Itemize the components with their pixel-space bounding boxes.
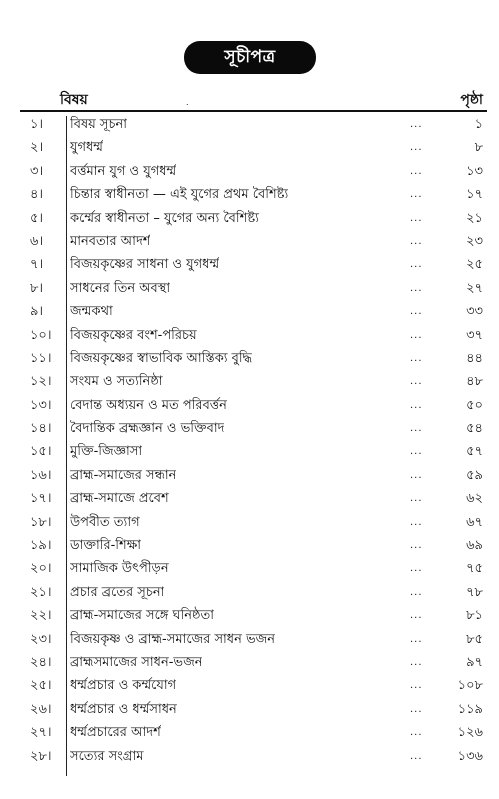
toc-row [20,745,487,768]
entry-page-number: ৩৭ [466,327,483,343]
entry-number: ২৪। [30,654,52,670]
entry-page-number: ৭৮ [466,584,483,600]
entry-title: সামাজিক উৎপীড়ন [70,561,169,577]
toc-row [20,487,487,510]
entry-number: ১৪। [30,421,52,437]
leader-dots: ... [410,165,423,177]
entry-number: ৩। [30,163,44,179]
entry-number: ৯। [30,304,44,320]
entry-title: সত্যের সংগ্রাম [70,748,144,764]
leader-dots: ... [410,282,423,294]
entry-page-number: ৭৫ [466,561,483,577]
toc-row [20,253,487,276]
toc-row [20,136,487,159]
entry-title: ধর্ম্মপ্রচার ও কর্ম্মযোগ [70,678,177,694]
leader-dots: ... [410,633,423,645]
entry-title: ব্রাহ্ম-সমাজের সঙ্গে ঘনিষ্ঠতা [70,608,215,624]
entry-number: ২২। [30,608,52,624]
entry-title: কর্ম্মের স্বাধীনতা – যুগের অন্য বৈশিষ্ট্য [70,210,259,226]
toc-row [20,511,487,534]
leader-dots: ... [410,329,423,341]
toc-row [20,347,487,370]
entry-title: জন্মকথা [70,304,113,320]
table-of-contents [20,113,487,768]
entry-title: সংযম ও সত্যনিষ্ঠা [70,374,163,390]
leader-dots: ... [410,750,423,762]
entry-title: বিজয়কৃষ্ণ ও ব্রাহ্ম-সমাজের সাধন ভজন [70,631,276,647]
entry-page-number: ১ [474,117,483,132]
leader-dots: ... [410,703,423,715]
entry-page-number: ৪৮ [466,374,483,390]
entry-title: যুগধর্ম্ম [70,140,103,156]
entry-number: ২০। [30,561,52,577]
entry-number: ৬। [30,233,44,249]
entry-page-number: ২৭ [466,280,483,296]
leader-dots: ... [410,399,423,411]
entry-title: ব্রাহ্ম-সমাজে প্রবেশ [70,491,169,507]
entry-title: বিষয় সূচনা [70,117,128,132]
leader-dots: ... [410,423,423,435]
leader-dots: ... [410,142,423,154]
entry-page-number: ১৩৬ [457,748,483,764]
entry-title: বিজয়কৃষ্ণের স্বাভাবিক আস্তিক্য বুদ্ধি [70,350,253,366]
toc-row [20,277,487,300]
toc-row [20,230,487,253]
entry-title: বেদান্ত অধ্যয়ন ও মত পরিবর্ত্তন [70,397,227,413]
stray-mark: . [186,98,189,107]
entry-title: ব্রাহ্ম-সমাজের সন্ধান [70,467,177,483]
leader-dots: ... [410,212,423,224]
entry-number: ১৭। [30,491,52,507]
toc-row [20,651,487,674]
entry-title: মানবতার আদর্শ [70,233,151,249]
toc-row [20,674,487,697]
entry-page-number: ৫৪ [466,421,483,437]
entry-title: বিজয়কৃষ্ণের সাধনা ও যুগধর্ম্ম [70,257,220,273]
entry-page-number: ১৭ [466,187,483,203]
entry-number: ৭। [30,257,44,273]
toc-row [20,721,487,744]
entry-page-number: ৮৫ [466,631,483,647]
leader-dots: ... [410,540,423,552]
entry-number: ১৫। [30,444,52,460]
entry-number: ১২। [30,374,52,390]
toc-row [20,324,487,347]
entry-number: ১৩। [30,397,52,413]
entry-page-number: ১২৬ [457,725,483,741]
entry-number: ৮। [30,280,44,296]
entry-page-number: ১০৮ [457,678,483,694]
toc-row [20,534,487,557]
entry-number: ২। [30,140,44,156]
entry-number: ২৬। [30,701,52,717]
toc-row [20,300,487,323]
entry-title: উপবীত ত্যাগ [70,514,140,530]
subject-column-header: বিষয় [60,92,88,108]
entry-number: ৫। [30,210,44,226]
entry-number: ১০। [30,327,52,343]
entry-number: ২৩। [30,631,52,647]
entry-page-number: ৩৩ [466,304,483,320]
toc-row [20,160,487,183]
entry-number: ২৮। [30,748,52,764]
leader-dots: ... [410,259,423,271]
entry-title: বৈদান্তিক ব্রহ্মজ্ঞান ও ভক্তিবাদ [70,421,225,437]
entry-number: ১৬। [30,467,52,483]
entry-page-number: ১১৯ [457,701,483,717]
entry-page-number: ১৩ [466,163,483,179]
entry-page-number: ৫৯ [466,467,483,483]
entry-page-number: ৮ [474,140,483,156]
entry-title: মুক্তি-জিজ্ঞাসা [70,444,143,460]
entry-page-number: ৬২ [466,491,483,507]
toc-row [20,628,487,651]
toc-row [20,417,487,440]
leader-dots: ... [410,306,423,318]
entry-number: ১। [30,117,44,132]
leader-dots: ... [410,189,423,201]
entry-page-number: ৬৯ [466,538,483,554]
toc-row [20,698,487,721]
entry-title: সাধনের তিন অবস্থা [70,280,171,296]
page-title: সূচীপত্র [184,41,316,74]
entry-title: বিজয়কৃষ্ণের বংশ-পরিচয় [70,327,197,343]
entry-title: ব্রাহ্মসমাজের সাধন-ভজন [70,654,203,670]
entry-title: চিন্তার স্বাধীনতা — এই যুগের প্রথম বৈশিষ্ট্য [70,187,289,203]
toc-row [20,464,487,487]
entry-title: ডাক্তারি-শিক্ষা [70,538,142,554]
toc-header [20,88,487,108]
entry-number: ২১। [30,584,52,600]
leader-dots: ... [410,376,423,388]
entry-number: ২৭। [30,725,52,741]
entry-number: ১১। [30,350,52,366]
entry-page-number: ২১ [466,210,483,226]
entry-number: ১৯। [30,538,52,554]
leader-dots: ... [410,493,423,505]
toc-row [20,581,487,604]
entry-page-number: ৫০ [466,397,483,413]
entry-number: ২৫। [30,678,52,694]
entry-page-number: ৫৭ [466,444,483,460]
leader-dots: ... [410,680,423,692]
toc-row [20,370,487,393]
entry-page-number: ২৫ [466,257,483,273]
leader-dots: ... [410,235,423,247]
entry-page-number: ৯৭ [466,654,483,670]
toc-row [20,557,487,580]
toc-row [20,183,487,206]
entry-page-number: ৬৭ [466,514,483,530]
leader-dots: ... [410,586,423,598]
entry-number: ৪। [30,187,44,203]
toc-row [20,604,487,627]
toc-row [20,394,487,417]
entry-page-number: ৮১ [466,608,483,624]
toc-row [20,207,487,230]
entry-title: ধর্ম্মপ্রচারের আদর্শ [70,725,161,741]
header-rule [20,110,487,112]
leader-dots: ... [410,727,423,739]
leader-dots: ... [410,656,423,668]
leader-dots: ... [410,352,423,364]
leader-dots: ... [410,119,423,130]
entry-title: বর্ত্তমান যুগ ও যুগধর্ম্ম [70,163,177,179]
leader-dots: ... [410,610,423,622]
toc-row [20,440,487,463]
leader-dots: ... [410,516,423,528]
entry-title: ধর্ম্মপ্রচার ও ধর্ম্মসাধন [70,701,177,717]
page-column-header: পৃষ্ঠা [460,92,483,108]
leader-dots: ... [410,563,423,575]
leader-dots: ... [410,446,423,458]
leader-dots: ... [410,469,423,481]
entry-page-number: ৪৪ [466,350,483,366]
entry-title: প্রচার ব্রতের সূচনা [70,584,165,600]
entry-page-number: ২৩ [466,233,483,249]
toc-row [20,113,487,136]
entry-number: ১৮। [30,514,52,530]
